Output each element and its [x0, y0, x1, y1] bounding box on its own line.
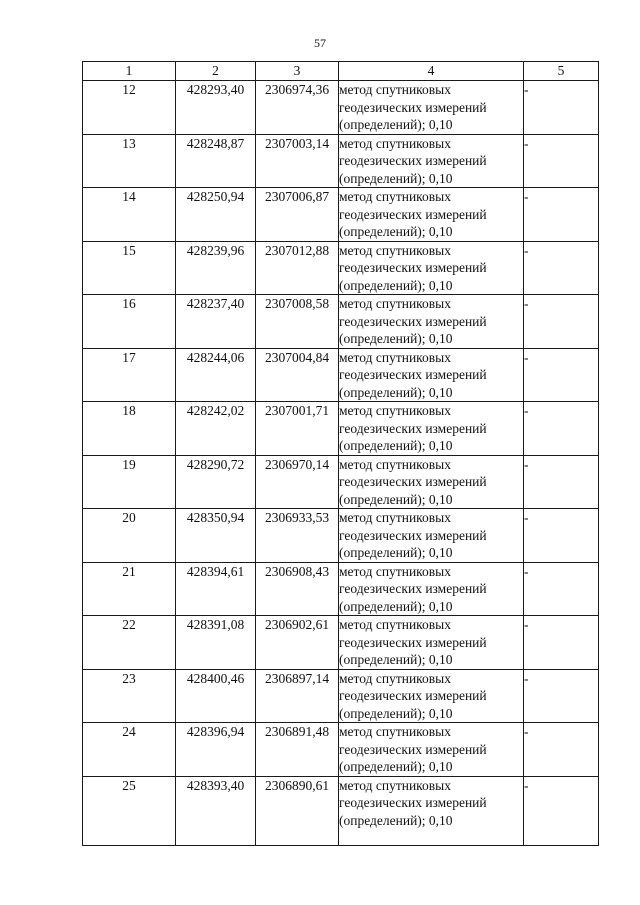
- note: -: [524, 295, 599, 349]
- coord-y: 2306970,14: [256, 455, 339, 509]
- note: -: [524, 776, 599, 845]
- coord-x: 428393,40: [176, 776, 256, 845]
- method-accuracy: метод спутниковых геодезических измерений (определений); 0,10: [339, 562, 524, 616]
- table-row: [83, 562, 599, 616]
- note: -: [524, 81, 599, 135]
- point-number: 25: [83, 776, 176, 845]
- note: -: [524, 455, 599, 509]
- coordinates-table: [82, 61, 599, 846]
- table-row: [83, 348, 599, 402]
- method-accuracy: метод спутниковых геодезических измерений (определений); 0,10: [339, 188, 524, 242]
- table-row: [83, 455, 599, 509]
- method-accuracy: метод спутниковых геодезических измерений (определений); 0,10: [339, 669, 524, 723]
- point-number: 22: [83, 616, 176, 670]
- point-number: 13: [83, 134, 176, 188]
- coord-y: 2306890,61: [256, 776, 339, 845]
- method-accuracy: метод спутниковых геодезических измерений (определений); 0,10: [339, 455, 524, 509]
- coord-y: 2306897,14: [256, 669, 339, 723]
- table-row: [83, 776, 599, 845]
- coord-y: 2307003,14: [256, 134, 339, 188]
- point-number: 21: [83, 562, 176, 616]
- table-row: [83, 669, 599, 723]
- note: -: [524, 669, 599, 723]
- coord-x: 428244,06: [176, 348, 256, 402]
- coord-y: 2306974,36: [256, 81, 339, 135]
- point-number: 12: [83, 81, 176, 135]
- table-row: [83, 723, 599, 777]
- point-number: 24: [83, 723, 176, 777]
- header-col-3: 3: [256, 62, 339, 81]
- method-accuracy: метод спутниковых геодезических измерений (определений); 0,10: [339, 723, 524, 777]
- coord-x: 428400,46: [176, 669, 256, 723]
- method-accuracy: метод спутниковых геодезических измерений (определений); 0,10: [339, 348, 524, 402]
- coord-y: 2306891,48: [256, 723, 339, 777]
- note: -: [524, 188, 599, 242]
- point-number: 23: [83, 669, 176, 723]
- header-col-5: 5: [524, 62, 599, 81]
- coord-x: 428250,94: [176, 188, 256, 242]
- table-row: [83, 616, 599, 670]
- method-accuracy: метод спутниковых геодезических измерений (определений); 0,10: [339, 616, 524, 670]
- note: -: [524, 616, 599, 670]
- note: -: [524, 402, 599, 456]
- point-number: 15: [83, 241, 176, 295]
- method-accuracy: метод спутниковых геодезических измерений (определений); 0,10: [339, 295, 524, 349]
- method-accuracy: метод спутниковых геодезических измерений (определений); 0,10: [339, 776, 524, 845]
- table-row: [83, 188, 599, 242]
- coord-y: 2307006,87: [256, 188, 339, 242]
- header-col-1: 1: [83, 62, 176, 81]
- note: -: [524, 562, 599, 616]
- coord-y: 2307004,84: [256, 348, 339, 402]
- coord-x: 428293,40: [176, 81, 256, 135]
- note: -: [524, 134, 599, 188]
- coord-x: 428391,08: [176, 616, 256, 670]
- table-header-row: [83, 62, 599, 81]
- table-row: [83, 295, 599, 349]
- coord-x: 428239,96: [176, 241, 256, 295]
- table-row: [83, 509, 599, 563]
- table-row: [83, 81, 599, 135]
- method-accuracy: метод спутниковых геодезических измерений (определений); 0,10: [339, 241, 524, 295]
- coord-x: 428394,61: [176, 562, 256, 616]
- point-number: 17: [83, 348, 176, 402]
- coord-y: 2307012,88: [256, 241, 339, 295]
- point-number: 14: [83, 188, 176, 242]
- coord-x: 428350,94: [176, 509, 256, 563]
- coord-y: 2306933,53: [256, 509, 339, 563]
- table-row: [83, 134, 599, 188]
- method-accuracy: метод спутниковых геодезических измерений (определений); 0,10: [339, 134, 524, 188]
- coord-x: 428290,72: [176, 455, 256, 509]
- coord-y: 2307008,58: [256, 295, 339, 349]
- coord-y: 2306908,43: [256, 562, 339, 616]
- point-number: 20: [83, 509, 176, 563]
- note: -: [524, 509, 599, 563]
- coord-x: 428242,02: [176, 402, 256, 456]
- header-col-2: 2: [176, 62, 256, 81]
- point-number: 19: [83, 455, 176, 509]
- coord-y: 2307001,71: [256, 402, 339, 456]
- header-col-4: 4: [339, 62, 524, 81]
- note: -: [524, 723, 599, 777]
- point-number: 18: [83, 402, 176, 456]
- note: -: [524, 241, 599, 295]
- table-row: [83, 402, 599, 456]
- coord-x: 428248,87: [176, 134, 256, 188]
- method-accuracy: метод спутниковых геодезических измерений (определений); 0,10: [339, 509, 524, 563]
- note: -: [524, 348, 599, 402]
- coord-x: 428237,40: [176, 295, 256, 349]
- coord-y: 2306902,61: [256, 616, 339, 670]
- method-accuracy: метод спутниковых геодезических измерений (определений); 0,10: [339, 402, 524, 456]
- table-row: [83, 241, 599, 295]
- page-number: 57: [314, 36, 326, 50]
- point-number: 16: [83, 295, 176, 349]
- method-accuracy: метод спутниковых геодезических измерений (определений); 0,10: [339, 81, 524, 135]
- coord-x: 428396,94: [176, 723, 256, 777]
